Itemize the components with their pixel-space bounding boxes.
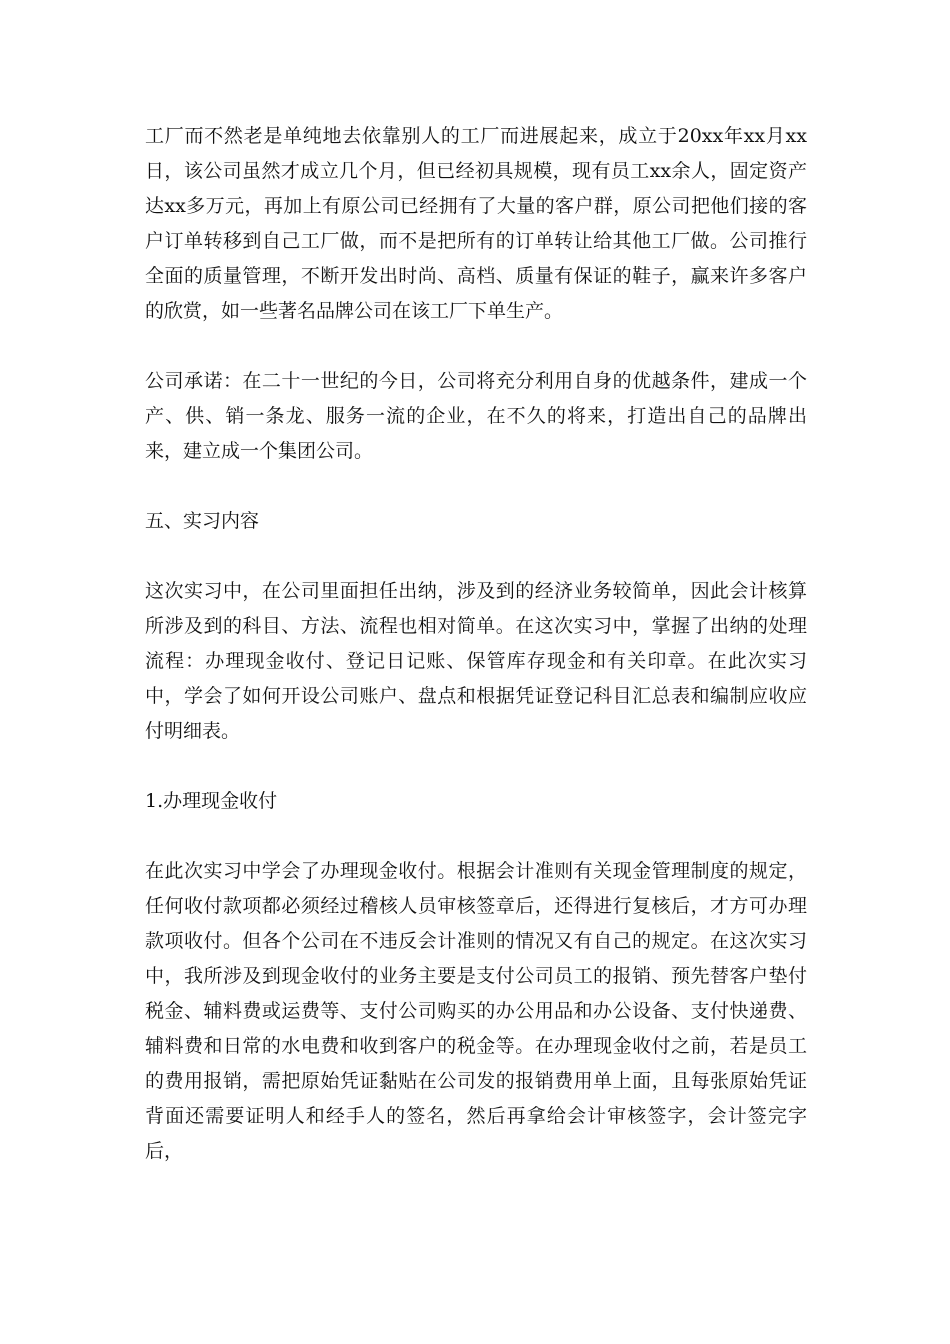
subsection-heading: 1.办理现金收付 (145, 790, 278, 812)
internship-content-paragraph: 这次实习中，在公司里面担任出纳，涉及到的经济业务较简单，因此会计核算所涉及到的科目、方法、流程也相对简单。在这次实习中，掌握了出纳的处理流程：办理现金收付、登记日记账、保管库存现金和有关印章。在此次实习中，学会了如何开设公司账户、盘点和根据凭证登记科目汇总表和编制应收应付明细表。 (145, 580, 807, 742)
document-body (145, 119, 807, 1204)
company-commitment-paragraph: 公司承诺：在二十一世纪的今日，公司将充分利用自身的优越条件，建成一个产、供、销一条龙、服务一流的企业，在不久的将来，打造出自己的品牌出来，建立成一个集团公司。 (145, 370, 807, 462)
company-intro-paragraph: 工厂而不然老是单纯地去依靠别人的工厂而进展起来，成立于20xx年xx月xx日，该公司虽然才成立几个月，但已经初具规模，现有员工xx余人，固定资产达xx多万元，再加上有原公司已经拥有了大量的客户群，原公司把他们接的客户订单转移到自己工厂做，而不是把所有的订单转让给其他工厂做。公司推行全面的质量管理，不断开发出时尚、高档、质量有保证的鞋子，赢来许多客户的欣赏，如一些著名品牌公司在该工厂下单生产。 (145, 125, 807, 322)
cash-handling-paragraph: 在此次实习中学会了办理现金收付。根据会计准则有关现金管理制度的规定，任何收付款项都必须经过稽核人员审核签章后，还得进行复核后，才方可办理款项收付。但各个公司在不违反会计准则的情况又有自己的规定。在这次实习中，我所涉及到现金收付的业务主要是支付公司员工的报销、预先替客户垫付税金、辅料费或运费等、支付公司购买的办公用品和办公设备、支付快递费、辅料费和日常的水电费和收到客户的税金等。在办理现金收付之前，若是员工的费用报销，需把原始凭证黏贴在公司发的报销费用单上面，且每张原始凭证背面还需要证明人和经手人的签名，然后再拿给会计审核签字，会计签完字后， (145, 860, 807, 1162)
section-heading: 五、实习内容 (145, 510, 260, 532)
